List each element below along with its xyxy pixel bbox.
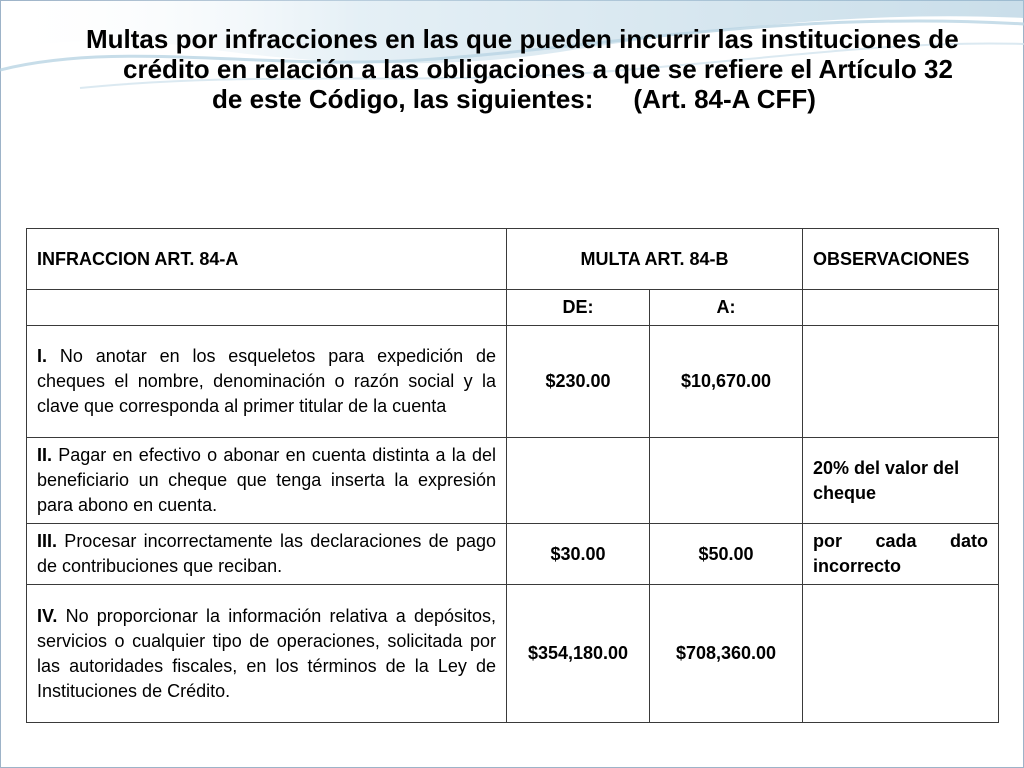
- subheader-empty-obs: [803, 290, 999, 326]
- table-row: [27, 585, 999, 723]
- table-subheader-row: [27, 290, 999, 326]
- infraccion-cell: [27, 585, 507, 723]
- header-a: A:: [650, 290, 803, 326]
- header-multa: MULTA ART. 84-B: [507, 229, 803, 290]
- fines-table: [26, 228, 999, 723]
- infraccion-cell: [27, 524, 507, 585]
- table-row: [27, 524, 999, 585]
- title-line-1: Multas por infracciones en las que pueden incurrir las instituciones de: [86, 24, 959, 54]
- infraccion-numeral: IV.: [37, 605, 58, 626]
- infraccion-text: No anotar en los esqueletos para expedición de cheques el nombre, denominación o razón social y la clave que corresponda al primer titular de la cuenta: [37, 346, 496, 416]
- multa-a-cell: [650, 438, 803, 524]
- multa-de-cell: [507, 438, 650, 524]
- multa-a-cell: $50.00: [650, 524, 803, 585]
- multa-de-cell: $230.00: [507, 326, 650, 438]
- observaciones-cell: 20% del valor del cheque: [803, 438, 999, 524]
- table-header-row: [27, 229, 999, 290]
- subheader-empty: [27, 290, 507, 326]
- observaciones-cell: [803, 326, 999, 438]
- slide-title: [20, 24, 1024, 114]
- table-row: [27, 438, 999, 524]
- multa-a-cell: $708,360.00: [650, 585, 803, 723]
- title-line-3: [20, 84, 1024, 114]
- title-line-3-text: de este Código, las siguientes:: [212, 84, 594, 114]
- infraccion-numeral: I.: [37, 346, 48, 366]
- header-infraccion: INFRACCION ART. 84-A: [27, 229, 507, 290]
- infraccion-numeral: III.: [37, 531, 58, 551]
- table-row: [27, 326, 999, 438]
- observaciones-cell: por cada dato incorrecto: [803, 524, 999, 585]
- infraccion-cell: [27, 438, 507, 524]
- observaciones-cell: [803, 585, 999, 723]
- infraccion-text: Procesar incorrectamente las declaraciones de pago de contribuciones que reciban.: [37, 531, 496, 576]
- multa-de-cell: $30.00: [507, 524, 650, 585]
- header-observaciones: OBSERVACIONES: [803, 229, 999, 290]
- infraccion-numeral: II.: [37, 445, 53, 465]
- article-reference: (Art. 84-A CFF): [633, 84, 816, 114]
- infraccion-text: Pagar en efectivo o abonar en cuenta distinta a la del beneficiario un cheque que tenga inserta la expresión para abono en cuenta.: [37, 445, 496, 515]
- infraccion-cell: [27, 326, 507, 438]
- header-de: DE:: [507, 290, 650, 326]
- multa-de-cell: $354,180.00: [507, 585, 650, 723]
- title-line-2: crédito en relación a las obligaciones a que se refiere el Artículo 32: [123, 54, 953, 84]
- multa-a-cell: $10,670.00: [650, 326, 803, 438]
- infraccion-text: No proporcionar la información relativa a depósitos, servicios o cualquier tipo de operaciones, solicitada por las autoridades fiscales, en los términos de la Ley de Instituciones de Crédito.: [37, 605, 496, 701]
